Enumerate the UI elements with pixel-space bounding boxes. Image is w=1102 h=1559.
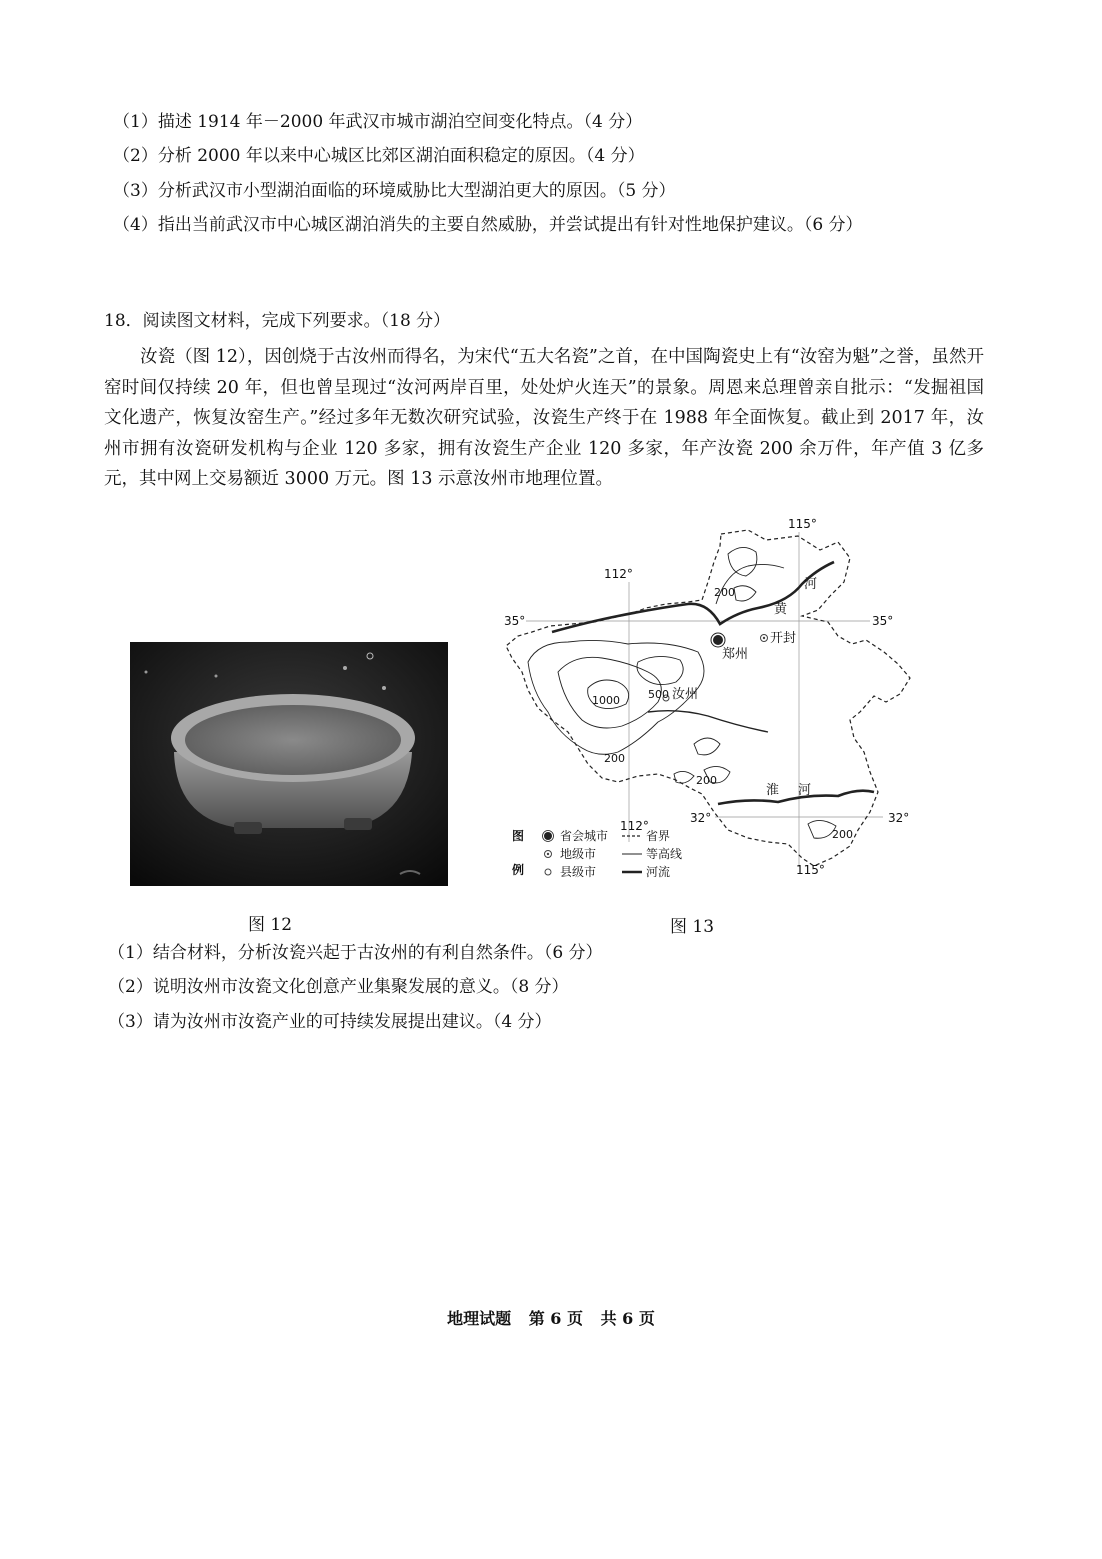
label-lon-112-bottom: 112° <box>620 819 649 833</box>
map-legend <box>512 828 682 879</box>
question-18-1: （1）结合材料，分析汝瓷兴起于古汝州的有利自然条件。（6 分） <box>108 943 603 963</box>
page-footer <box>0 1306 1102 1329</box>
label-river-huang: 黄 <box>774 602 788 617</box>
question-18-2: （2）说明汝州市汝瓷文化创意产业集聚发展的意义。（8 分） <box>108 977 569 997</box>
legend-title-2: 例 <box>512 863 525 877</box>
legend-county: 县级市 <box>560 865 597 879</box>
label-contour-200-a: 200 <box>714 586 735 599</box>
question-17-3: （3）分析武汉市小型湖泊面临的环境威胁比大型湖泊更大的原因。（5 分） <box>113 181 676 201</box>
legend-contour: 等高线 <box>646 847 683 861</box>
label-contour-1000: 1000 <box>592 694 620 707</box>
legend-capital: 省会城市 <box>560 829 609 843</box>
footer-subject: 地理试题 <box>447 1309 512 1328</box>
question-17-1: （1）描述 1914 年－2000 年武汉市城市湖泊空间变化特点。（4 分） <box>113 112 643 132</box>
label-lat-35-right: 35° <box>872 614 894 628</box>
label-lat-32-right: 32° <box>888 811 910 825</box>
label-city-kaifeng: 开封 <box>770 631 797 646</box>
label-lon-115-top: 115° <box>788 517 817 531</box>
ru-porcelain-photo <box>130 642 448 886</box>
label-river-he: 河 <box>804 577 818 592</box>
legend-prefecture: 地级市 <box>560 847 597 861</box>
question-17-2: （2）分析 2000 年以来中心城区比郊区湖泊面积稳定的原因。（4 分） <box>113 146 645 166</box>
legend-title-1: 图 <box>512 829 525 843</box>
label-lat-32-left: 32° <box>690 811 712 825</box>
label-lon-115-bottom: 115° <box>796 863 825 877</box>
label-lon-112-top: 112° <box>604 567 633 581</box>
question-17-4: （4）指出当前武汉市中心城区湖泊消失的主要自然威胁，并尝试提出有针对性地保护建议。（6 分） <box>113 215 863 235</box>
passage-text: 汝瓷（图 12），因创烧于古汝州而得名，为宋代“五大名瓷”之首，在中国陶瓷史上有“汝窑为魁”之誉，虽然开窑时间仅持续 20 年，但也曾呈现过“汝河两岸百里，处处炉火连天”的景象。周恩来总理曾亲自批示：“发掘祖国文化遗产，恢复汝窑生产。”经过多年无数次研究试验，汝瓷生产终于在 1988 年全面恢复。截止到 2017 年，汝州市拥有汝瓷研发机构与企业 120 多家，拥有汝瓷生产企业 120 多家，年产汝瓷 200 余万件，年产值 3 亿多元，其中网上交易额近 3000 万元。图 13 示意汝州市地理位置。 <box>104 347 984 489</box>
label-contour-200-d: 200 <box>832 828 853 841</box>
legend-river: 河流 <box>646 865 671 879</box>
ruzhou-location-map <box>498 512 928 882</box>
label-city-zhengzhou: 郑州 <box>722 647 749 662</box>
label-contour-200-b: 200 <box>604 752 625 765</box>
label-contour-500: 500 <box>648 688 669 701</box>
question-18-3: （3）请为汝州市汝瓷产业的可持续发展提出建议。（4 分） <box>108 1012 552 1032</box>
question-18-passage <box>104 342 984 495</box>
legend-boundary: 省界 <box>646 829 671 843</box>
figure-13-caption: 图 13 <box>670 917 715 937</box>
label-river-huai-he: 河 <box>798 783 812 798</box>
label-river-huai: 淮 <box>766 783 780 798</box>
footer-page: 第 6 页 <box>528 1309 583 1328</box>
label-contour-200-c: 200 <box>696 774 717 787</box>
footer-total: 共 6 页 <box>600 1309 655 1328</box>
figure-12-caption: 图 12 <box>248 915 293 935</box>
label-city-ruzhou: 汝州 <box>672 687 699 702</box>
label-lat-35-left: 35° <box>504 614 526 628</box>
question-18-heading: 18．阅读图文材料，完成下列要求。（18 分） <box>104 311 451 331</box>
